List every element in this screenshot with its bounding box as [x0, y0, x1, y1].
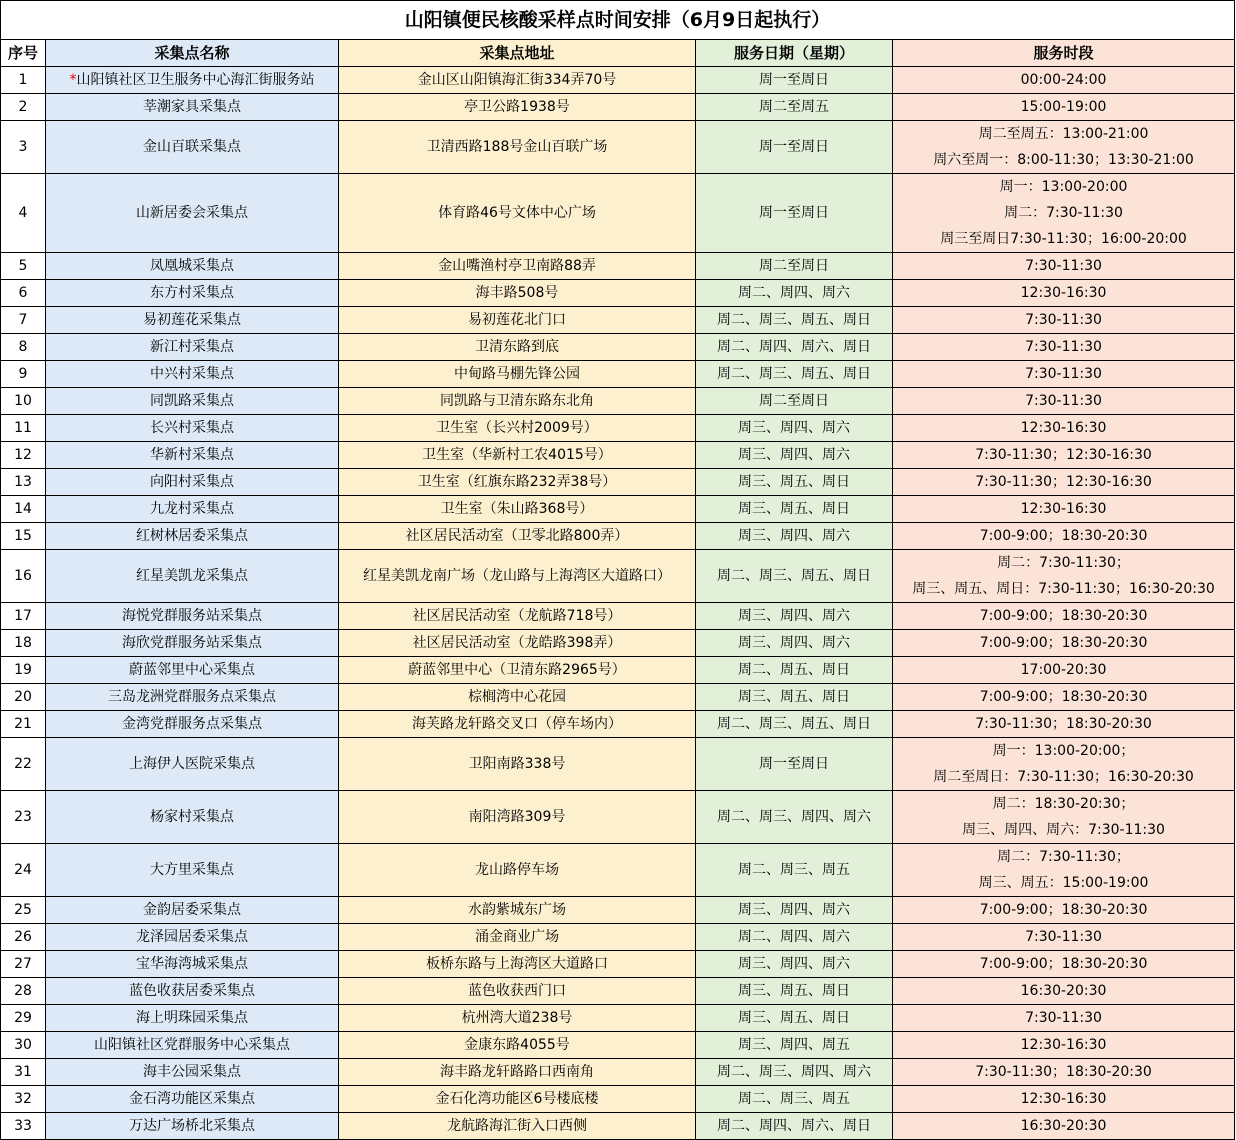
service-hours-line: 周三、周五、周日：7:30-11:30；16:30-20:30	[912, 581, 1215, 597]
table-row	[1, 94, 1235, 121]
site-address: 金石化湾功能区6号楼底楼	[339, 1086, 696, 1113]
table-row	[1, 415, 1235, 442]
site-address: 卫生室（长兴村2009号）	[339, 415, 696, 442]
page-title: 山阳镇便民核酸采样点时间安排（6月9日起执行）	[1, 1, 1235, 40]
site-address: 板桥东路与上海湾区大道路口	[339, 951, 696, 978]
table-row	[1, 469, 1235, 496]
site-address: 海丰路龙轩路路口西南角	[339, 1059, 696, 1086]
site-name: 杨家村采集点	[46, 791, 339, 844]
service-hours-line: 7:30-11:30	[1025, 366, 1102, 382]
site-address: 蔚蓝邻里中心（卫清东路2965号）	[339, 657, 696, 684]
service-hours-line: 7:30-11:30；18:30-20:30	[975, 1064, 1152, 1080]
service-days: 周三、周五、周日	[696, 469, 893, 496]
service-days: 周三、周五、周日	[696, 978, 893, 1005]
row-number: 10	[1, 388, 46, 415]
site-address: 水韵紫城东广场	[339, 897, 696, 924]
site-address: 涌金商业广场	[339, 924, 696, 951]
service-hours	[893, 630, 1235, 657]
service-hours	[893, 924, 1235, 951]
service-days: 周二、周三、周五	[696, 844, 893, 897]
site-address: 龙航路海汇街入口西侧	[339, 1113, 696, 1140]
site-name: 山新居委会采集点	[46, 174, 339, 253]
row-number: 14	[1, 496, 46, 523]
table-row	[1, 1032, 1235, 1059]
table-row	[1, 978, 1235, 1005]
row-number: 9	[1, 361, 46, 388]
service-hours	[893, 334, 1235, 361]
table-row	[1, 361, 1235, 388]
table-row	[1, 951, 1235, 978]
service-hours	[893, 388, 1235, 415]
row-number: 33	[1, 1113, 46, 1140]
site-address: 红星美凯龙南广场（龙山路与上海湾区大道路口）	[339, 550, 696, 603]
table-row	[1, 334, 1235, 361]
site-address: 同凯路与卫清东路东北角	[339, 388, 696, 415]
site-name: 金湾党群服务点采集点	[46, 711, 339, 738]
site-address: 海丰路508号	[339, 280, 696, 307]
service-days: 周二、周三、周五	[696, 1086, 893, 1113]
service-hours-line: 7:00-9:00；18:30-20:30	[979, 528, 1148, 544]
service-days: 周二至周日	[696, 388, 893, 415]
header-service-days: 服务日期（星期）	[696, 40, 893, 67]
service-hours-line: 周三、周四、周六：7:30-11:30	[962, 822, 1165, 838]
row-number: 26	[1, 924, 46, 951]
table-row	[1, 388, 1235, 415]
service-hours-line: 00:00-24:00	[1020, 72, 1107, 88]
table-row	[1, 1059, 1235, 1086]
service-days: 周二至周五	[696, 94, 893, 121]
site-address: 海芙路龙轩路交叉口（停车场内）	[339, 711, 696, 738]
service-hours-line: 7:00-9:00；18:30-20:30	[979, 608, 1148, 624]
table-row	[1, 1086, 1235, 1113]
highlight-star-mark: *	[69, 72, 77, 88]
service-hours	[893, 738, 1235, 791]
site-name: 红树林居委采集点	[46, 523, 339, 550]
site-name: 向阳村采集点	[46, 469, 339, 496]
service-hours-line: 7:30-11:30	[1025, 339, 1102, 355]
table-row	[1, 496, 1235, 523]
service-hours	[893, 897, 1235, 924]
site-name-text: 山阳镇社区卫生服务中心海汇街服务站	[76, 72, 315, 88]
site-name: 金石湾功能区采集点	[46, 1086, 339, 1113]
service-days: 周二、周四、周六、周日	[696, 1113, 893, 1140]
service-hours-line: 周二：7:30-11:30；	[997, 849, 1130, 865]
table-row	[1, 307, 1235, 334]
table-row	[1, 630, 1235, 657]
service-hours-line: 7:30-11:30	[1025, 258, 1102, 274]
table-row	[1, 711, 1235, 738]
row-number: 6	[1, 280, 46, 307]
table-row	[1, 738, 1235, 791]
service-hours-line: 16:30-20:30	[1020, 1118, 1107, 1134]
site-address: 龙山路停车场	[339, 844, 696, 897]
row-number: 11	[1, 415, 46, 442]
site-address: 社区居民活动室（龙航路718号）	[339, 603, 696, 630]
service-days: 周一至周日	[696, 738, 893, 791]
service-days: 周二、周三、周五、周日	[696, 361, 893, 388]
service-hours-line: 周二：7:30-11:30	[1004, 205, 1123, 221]
service-hours-line: 7:30-11:30	[1025, 312, 1102, 328]
service-days: 周二、周五、周日	[696, 657, 893, 684]
service-days: 周二、周三、周五、周日	[696, 550, 893, 603]
row-number: 28	[1, 978, 46, 1005]
site-name: 海欣党群服务站采集点	[46, 630, 339, 657]
service-days: 周三、周四、周六	[696, 951, 893, 978]
row-number: 22	[1, 738, 46, 791]
table-row	[1, 897, 1235, 924]
service-hours-line: 周二至周日：7:30-11:30；16:30-20:30	[933, 769, 1194, 785]
site-address: 卫清西路188号金山百联广场	[339, 121, 696, 174]
service-days: 周三、周四、周六	[696, 630, 893, 657]
row-number: 2	[1, 94, 46, 121]
row-number: 30	[1, 1032, 46, 1059]
site-name: 金韵居委采集点	[46, 897, 339, 924]
service-hours	[893, 1113, 1235, 1140]
row-number: 29	[1, 1005, 46, 1032]
service-hours	[893, 307, 1235, 334]
site-name: 中兴村采集点	[46, 361, 339, 388]
service-hours-line: 17:00-20:30	[1020, 662, 1107, 678]
site-name: 海悦党群服务站采集点	[46, 603, 339, 630]
site-name: 上海伊人医院采集点	[46, 738, 339, 791]
service-hours	[893, 496, 1235, 523]
service-hours-line: 15:00-19:00	[1020, 99, 1107, 115]
service-hours-line: 7:30-11:30	[1025, 393, 1102, 409]
site-address: 金山区山阳镇海汇街334弄70号	[339, 67, 696, 94]
header-site-address: 采集点地址	[339, 40, 696, 67]
site-name: 蔚蓝邻里中心采集点	[46, 657, 339, 684]
row-number: 1	[1, 67, 46, 94]
service-hours-line: 周三至周日7:30-11:30；16:00-20:00	[940, 231, 1187, 247]
row-number: 15	[1, 523, 46, 550]
row-number: 3	[1, 121, 46, 174]
service-days: 周一至周日	[696, 67, 893, 94]
service-days: 周三、周四、周五	[696, 1032, 893, 1059]
header-site-name: 采集点名称	[46, 40, 339, 67]
service-hours-line: 周六至周一：8:00-11:30；13:30-21:00	[933, 152, 1194, 168]
service-hours	[893, 684, 1235, 711]
site-name: 大方里采集点	[46, 844, 339, 897]
service-hours	[893, 67, 1235, 94]
site-name: 万达广场桥北采集点	[46, 1113, 339, 1140]
header-service-hours: 服务时段	[893, 40, 1235, 67]
row-number: 5	[1, 253, 46, 280]
service-hours	[893, 442, 1235, 469]
service-hours	[893, 951, 1235, 978]
service-hours-line: 周二：7:30-11:30；	[997, 555, 1130, 571]
service-hours	[893, 121, 1235, 174]
site-name: 新江村采集点	[46, 334, 339, 361]
site-name: 红星美凯龙采集点	[46, 550, 339, 603]
service-days: 周二至周日	[696, 253, 893, 280]
row-number: 13	[1, 469, 46, 496]
row-number: 4	[1, 174, 46, 253]
table-row	[1, 603, 1235, 630]
row-number: 31	[1, 1059, 46, 1086]
site-name: 华新村采集点	[46, 442, 339, 469]
site-name: 同凯路采集点	[46, 388, 339, 415]
service-days: 周一至周日	[696, 174, 893, 253]
site-name: 宝华海湾城采集点	[46, 951, 339, 978]
site-name: 海丰公园采集点	[46, 1059, 339, 1086]
table-row	[1, 121, 1235, 174]
site-address: 社区居民活动室（卫零北路800弄）	[339, 523, 696, 550]
row-number: 8	[1, 334, 46, 361]
row-number: 21	[1, 711, 46, 738]
service-hours	[893, 415, 1235, 442]
row-number: 12	[1, 442, 46, 469]
site-name: 海上明珠园采集点	[46, 1005, 339, 1032]
table-row	[1, 1113, 1235, 1140]
service-hours-line: 周一：13:00-20:00；	[992, 743, 1135, 759]
service-hours	[893, 280, 1235, 307]
service-hours	[893, 550, 1235, 603]
table-row	[1, 67, 1235, 94]
table-row	[1, 442, 1235, 469]
row-number: 24	[1, 844, 46, 897]
service-hours-line: 16:30-20:30	[1020, 983, 1107, 999]
site-name: 莘潮家具采集点	[46, 94, 339, 121]
service-days: 周三、周四、周六	[696, 415, 893, 442]
service-hours	[893, 174, 1235, 253]
service-hours-line: 12:30-16:30	[1020, 285, 1107, 301]
service-days: 周二、周四、周六	[696, 924, 893, 951]
site-address: 金康东路4055号	[339, 1032, 696, 1059]
service-hours	[893, 253, 1235, 280]
site-name: 龙泽园居委采集点	[46, 924, 339, 951]
header-row	[1, 40, 1235, 67]
service-hours-line: 7:30-11:30	[1025, 1010, 1102, 1026]
table-row	[1, 657, 1235, 684]
table-row	[1, 1005, 1235, 1032]
site-name: 山阳镇社区党群服务中心采集点	[46, 1032, 339, 1059]
service-days: 周二、周四、周六	[696, 280, 893, 307]
row-number: 17	[1, 603, 46, 630]
service-hours-line: 周二至周五：13:00-21:00	[978, 126, 1149, 142]
service-hours-line: 12:30-16:30	[1020, 420, 1107, 436]
service-days: 周三、周四、周六	[696, 897, 893, 924]
service-hours	[893, 361, 1235, 388]
service-hours-line: 7:00-9:00；18:30-20:30	[979, 635, 1148, 651]
row-number: 27	[1, 951, 46, 978]
table-row	[1, 523, 1235, 550]
service-days: 周三、周五、周日	[696, 496, 893, 523]
service-hours-line: 12:30-16:30	[1020, 1091, 1107, 1107]
service-hours	[893, 1086, 1235, 1113]
service-hours	[893, 94, 1235, 121]
site-address: 卫阳南路338号	[339, 738, 696, 791]
service-hours-line: 12:30-16:30	[1020, 1037, 1107, 1053]
service-days: 周三、周五、周日	[696, 684, 893, 711]
site-address: 卫生室（朱山路368号）	[339, 496, 696, 523]
site-address: 金山嘴渔村亭卫南路88弄	[339, 253, 696, 280]
site-address: 南阳湾路309号	[339, 791, 696, 844]
service-days: 周二、周三、周四、周六	[696, 791, 893, 844]
row-number: 7	[1, 307, 46, 334]
service-days: 周二、周三、周五、周日	[696, 307, 893, 334]
site-address: 卫生室（华新村工农4015号）	[339, 442, 696, 469]
service-hours	[893, 603, 1235, 630]
service-days: 周一至周日	[696, 121, 893, 174]
row-number: 23	[1, 791, 46, 844]
site-address: 卫清东路到底	[339, 334, 696, 361]
service-days: 周三、周四、周六	[696, 603, 893, 630]
service-days: 周三、周五、周日	[696, 1005, 893, 1032]
service-hours-line: 7:00-9:00；18:30-20:30	[979, 956, 1148, 972]
site-name: 凤凰城采集点	[46, 253, 339, 280]
service-hours	[893, 978, 1235, 1005]
site-name	[46, 67, 339, 94]
service-hours	[893, 1032, 1235, 1059]
service-days: 周三、周四、周六	[696, 523, 893, 550]
service-hours	[893, 711, 1235, 738]
site-address: 中甸路马棚先锋公园	[339, 361, 696, 388]
service-hours-line: 7:30-11:30；12:30-16:30	[975, 474, 1152, 490]
site-name: 三岛龙洲党群服务点采集点	[46, 684, 339, 711]
site-name: 易初莲花采集点	[46, 307, 339, 334]
table-row	[1, 253, 1235, 280]
service-hours	[893, 523, 1235, 550]
row-number: 16	[1, 550, 46, 603]
service-hours	[893, 1005, 1235, 1032]
service-hours-line: 7:00-9:00；18:30-20:30	[979, 902, 1148, 918]
site-address: 体育路46号文体中心广场	[339, 174, 696, 253]
table-row	[1, 550, 1235, 603]
service-hours-line: 周二：18:30-20:30；	[992, 796, 1135, 812]
table-row	[1, 844, 1235, 897]
table-row	[1, 924, 1235, 951]
service-hours	[893, 844, 1235, 897]
service-days: 周二、周四、周六、周日	[696, 334, 893, 361]
service-hours-line: 7:00-9:00；18:30-20:30	[979, 689, 1148, 705]
site-name: 九龙村采集点	[46, 496, 339, 523]
site-address: 棕榈湾中心花园	[339, 684, 696, 711]
service-hours-line: 7:30-11:30；12:30-16:30	[975, 447, 1152, 463]
site-address: 杭州湾大道238号	[339, 1005, 696, 1032]
service-hours	[893, 1059, 1235, 1086]
site-name: 长兴村采集点	[46, 415, 339, 442]
service-days: 周二、周三、周四、周六	[696, 1059, 893, 1086]
site-address: 蓝色收获西门口	[339, 978, 696, 1005]
service-hours-line: 周一：13:00-20:00	[999, 179, 1128, 195]
row-number: 20	[1, 684, 46, 711]
row-number: 18	[1, 630, 46, 657]
service-hours	[893, 469, 1235, 496]
table-row	[1, 174, 1235, 253]
service-hours-line: 12:30-16:30	[1020, 501, 1107, 517]
site-address: 社区居民活动室（龙皓路398弄）	[339, 630, 696, 657]
service-hours-line: 周三、周五：15:00-19:00	[978, 875, 1149, 891]
site-name: 东方村采集点	[46, 280, 339, 307]
site-address: 亭卫公路1938号	[339, 94, 696, 121]
service-days: 周二、周三、周五、周日	[696, 711, 893, 738]
service-days: 周三、周四、周六	[696, 442, 893, 469]
table-row	[1, 280, 1235, 307]
site-name: 蓝色收获居委采集点	[46, 978, 339, 1005]
service-hours-line: 7:30-11:30；18:30-20:30	[975, 716, 1152, 732]
service-hours-line: 7:30-11:30	[1025, 929, 1102, 945]
row-number: 25	[1, 897, 46, 924]
row-number: 32	[1, 1086, 46, 1113]
table-row	[1, 684, 1235, 711]
site-address: 卫生室（红旗东路232弄38号）	[339, 469, 696, 496]
row-number: 19	[1, 657, 46, 684]
site-name: 金山百联采集点	[46, 121, 339, 174]
table-row	[1, 791, 1235, 844]
header-number: 序号	[1, 40, 46, 67]
service-hours	[893, 657, 1235, 684]
service-hours	[893, 791, 1235, 844]
site-address: 易初莲花北门口	[339, 307, 696, 334]
